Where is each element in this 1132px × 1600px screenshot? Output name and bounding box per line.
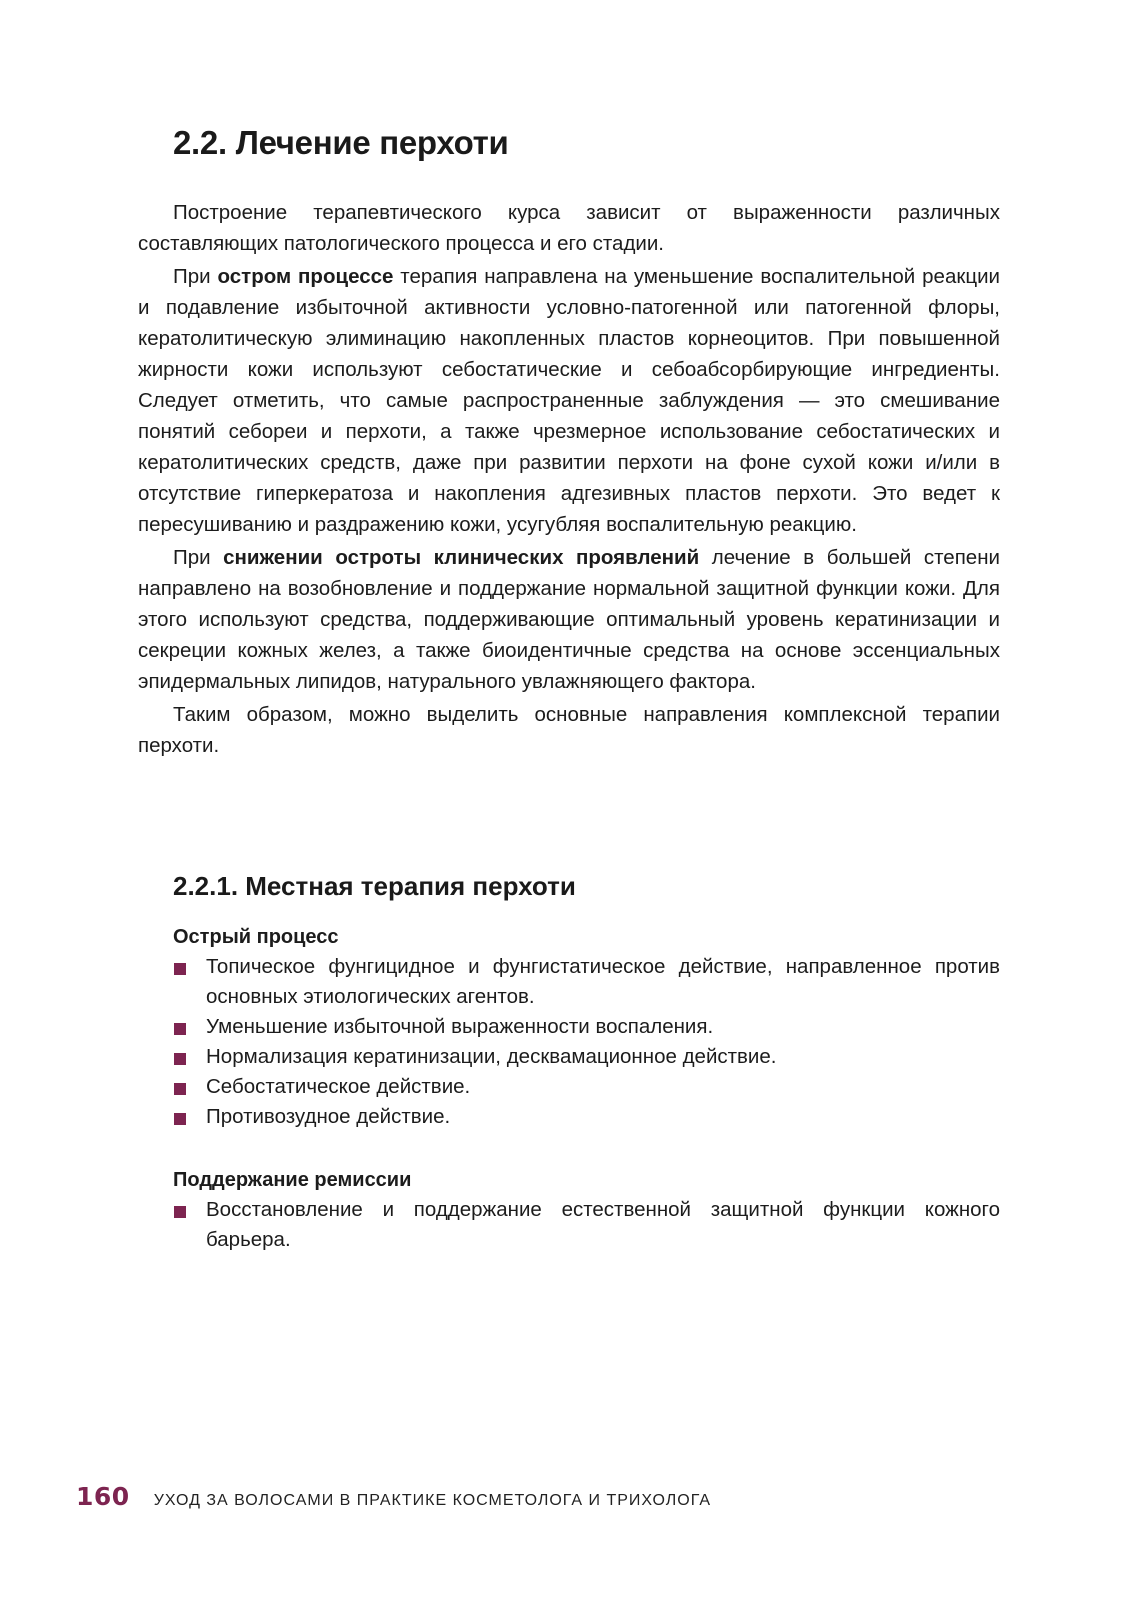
list-item: [173, 1042, 1000, 1072]
list-item: [173, 1102, 1000, 1132]
list-item-text: Нормализация кератинизации, десквамационное действие.: [206, 1045, 777, 1068]
bullet-list: [173, 1195, 1000, 1255]
list-item-text: Уменьшение избыточной выраженности воспаления.: [206, 1015, 714, 1038]
list-item: [173, 1195, 1000, 1255]
bullet-list: [173, 952, 1000, 1132]
square-bullet-icon: [174, 1083, 186, 1095]
square-bullet-icon: [174, 1113, 186, 1125]
remission-group: [173, 1165, 1000, 1255]
group-heading: Острый процесс: [173, 926, 339, 948]
bold-term: остром процессе: [217, 265, 394, 288]
square-bullet-icon: [174, 1206, 186, 1218]
page-number: 160: [76, 1482, 130, 1511]
group-heading: Поддержание ремиссии: [173, 1169, 412, 1191]
acute-process-group: [173, 922, 1000, 1132]
paragraph-text: Таким образом, можно выделить основные направления комплексной терапии перхоти.: [138, 703, 1000, 757]
running-title: УХОД ЗА ВОЛОСАМИ В ПРАКТИКЕ КОСМЕТОЛОГА И ТРИХОЛОГА: [153, 1492, 712, 1509]
square-bullet-icon: [174, 1023, 186, 1035]
list-item-text: Себостатическое действие.: [206, 1075, 471, 1098]
paragraph-text: При: [173, 265, 218, 288]
section-title: 2.2. Лечение перхоти: [173, 124, 509, 161]
bold-term: снижении остроты клинических проявлений: [223, 546, 700, 569]
paragraph: [138, 699, 1000, 761]
list-item: [173, 1012, 1000, 1042]
paragraph-text: лечение в большей степени направлено на возобновление и поддержание нормальной защитной функции кожи. Для этого используют средства, поддерживающие оптимальный уровень кератинизации и секреции кожных желез, а также биоидентичные средства на основе эссенциальных эпидермальных липидов, натурального увлажняющего фактора.: [138, 546, 1000, 693]
square-bullet-icon: [174, 1053, 186, 1065]
list-item-text: Топическое фунгицидное и фунгистатическое действие, направленное против основных этиологических агентов.: [206, 955, 1000, 1008]
paragraph-text: терапия направлена на уменьшение воспалительной реакции и подавление избыточной активности условно-патогенной или патогенной флоры, кератолитическую элиминацию накопленных пластов корнеоцитов. При повышенной жирности кожи используют себостатические и себоабсорбирующие ингредиенты. Следует отметить, что самые распространенные заблуждения — это смешивание понятий себореи и перхоти, а также чрезмерное использование себостатических и кератолитических средств, даже при развитии перхоти на фоне сухой кожи и/или в отсутствие гиперкератоза и накопления адгезивных пластов перхоти. Это ведет к пересушиванию и раздражению кожи, усугубляя воспалительную реакцию.: [138, 265, 1000, 536]
paragraph-text: При: [173, 546, 224, 569]
page-footer: [76, 1482, 711, 1511]
paragraph-text: Построение терапевтического курса зависит от выраженности различных составляющих патологического процесса и его стадии.: [138, 201, 1000, 255]
paragraph: [138, 261, 1000, 540]
paragraph: [138, 542, 1000, 697]
list-item-text: Противозудное действие.: [206, 1105, 451, 1128]
list-item: [173, 1072, 1000, 1102]
section-body: [138, 197, 1000, 763]
list-item: [173, 952, 1000, 1012]
list-item-text: Восстановление и поддержание естественной защитной функции кожного барьера.: [206, 1198, 1000, 1251]
paragraph: [138, 197, 1000, 259]
square-bullet-icon: [174, 963, 186, 975]
subsection-title: 2.2.1. Местная терапия перхоти: [173, 871, 576, 901]
